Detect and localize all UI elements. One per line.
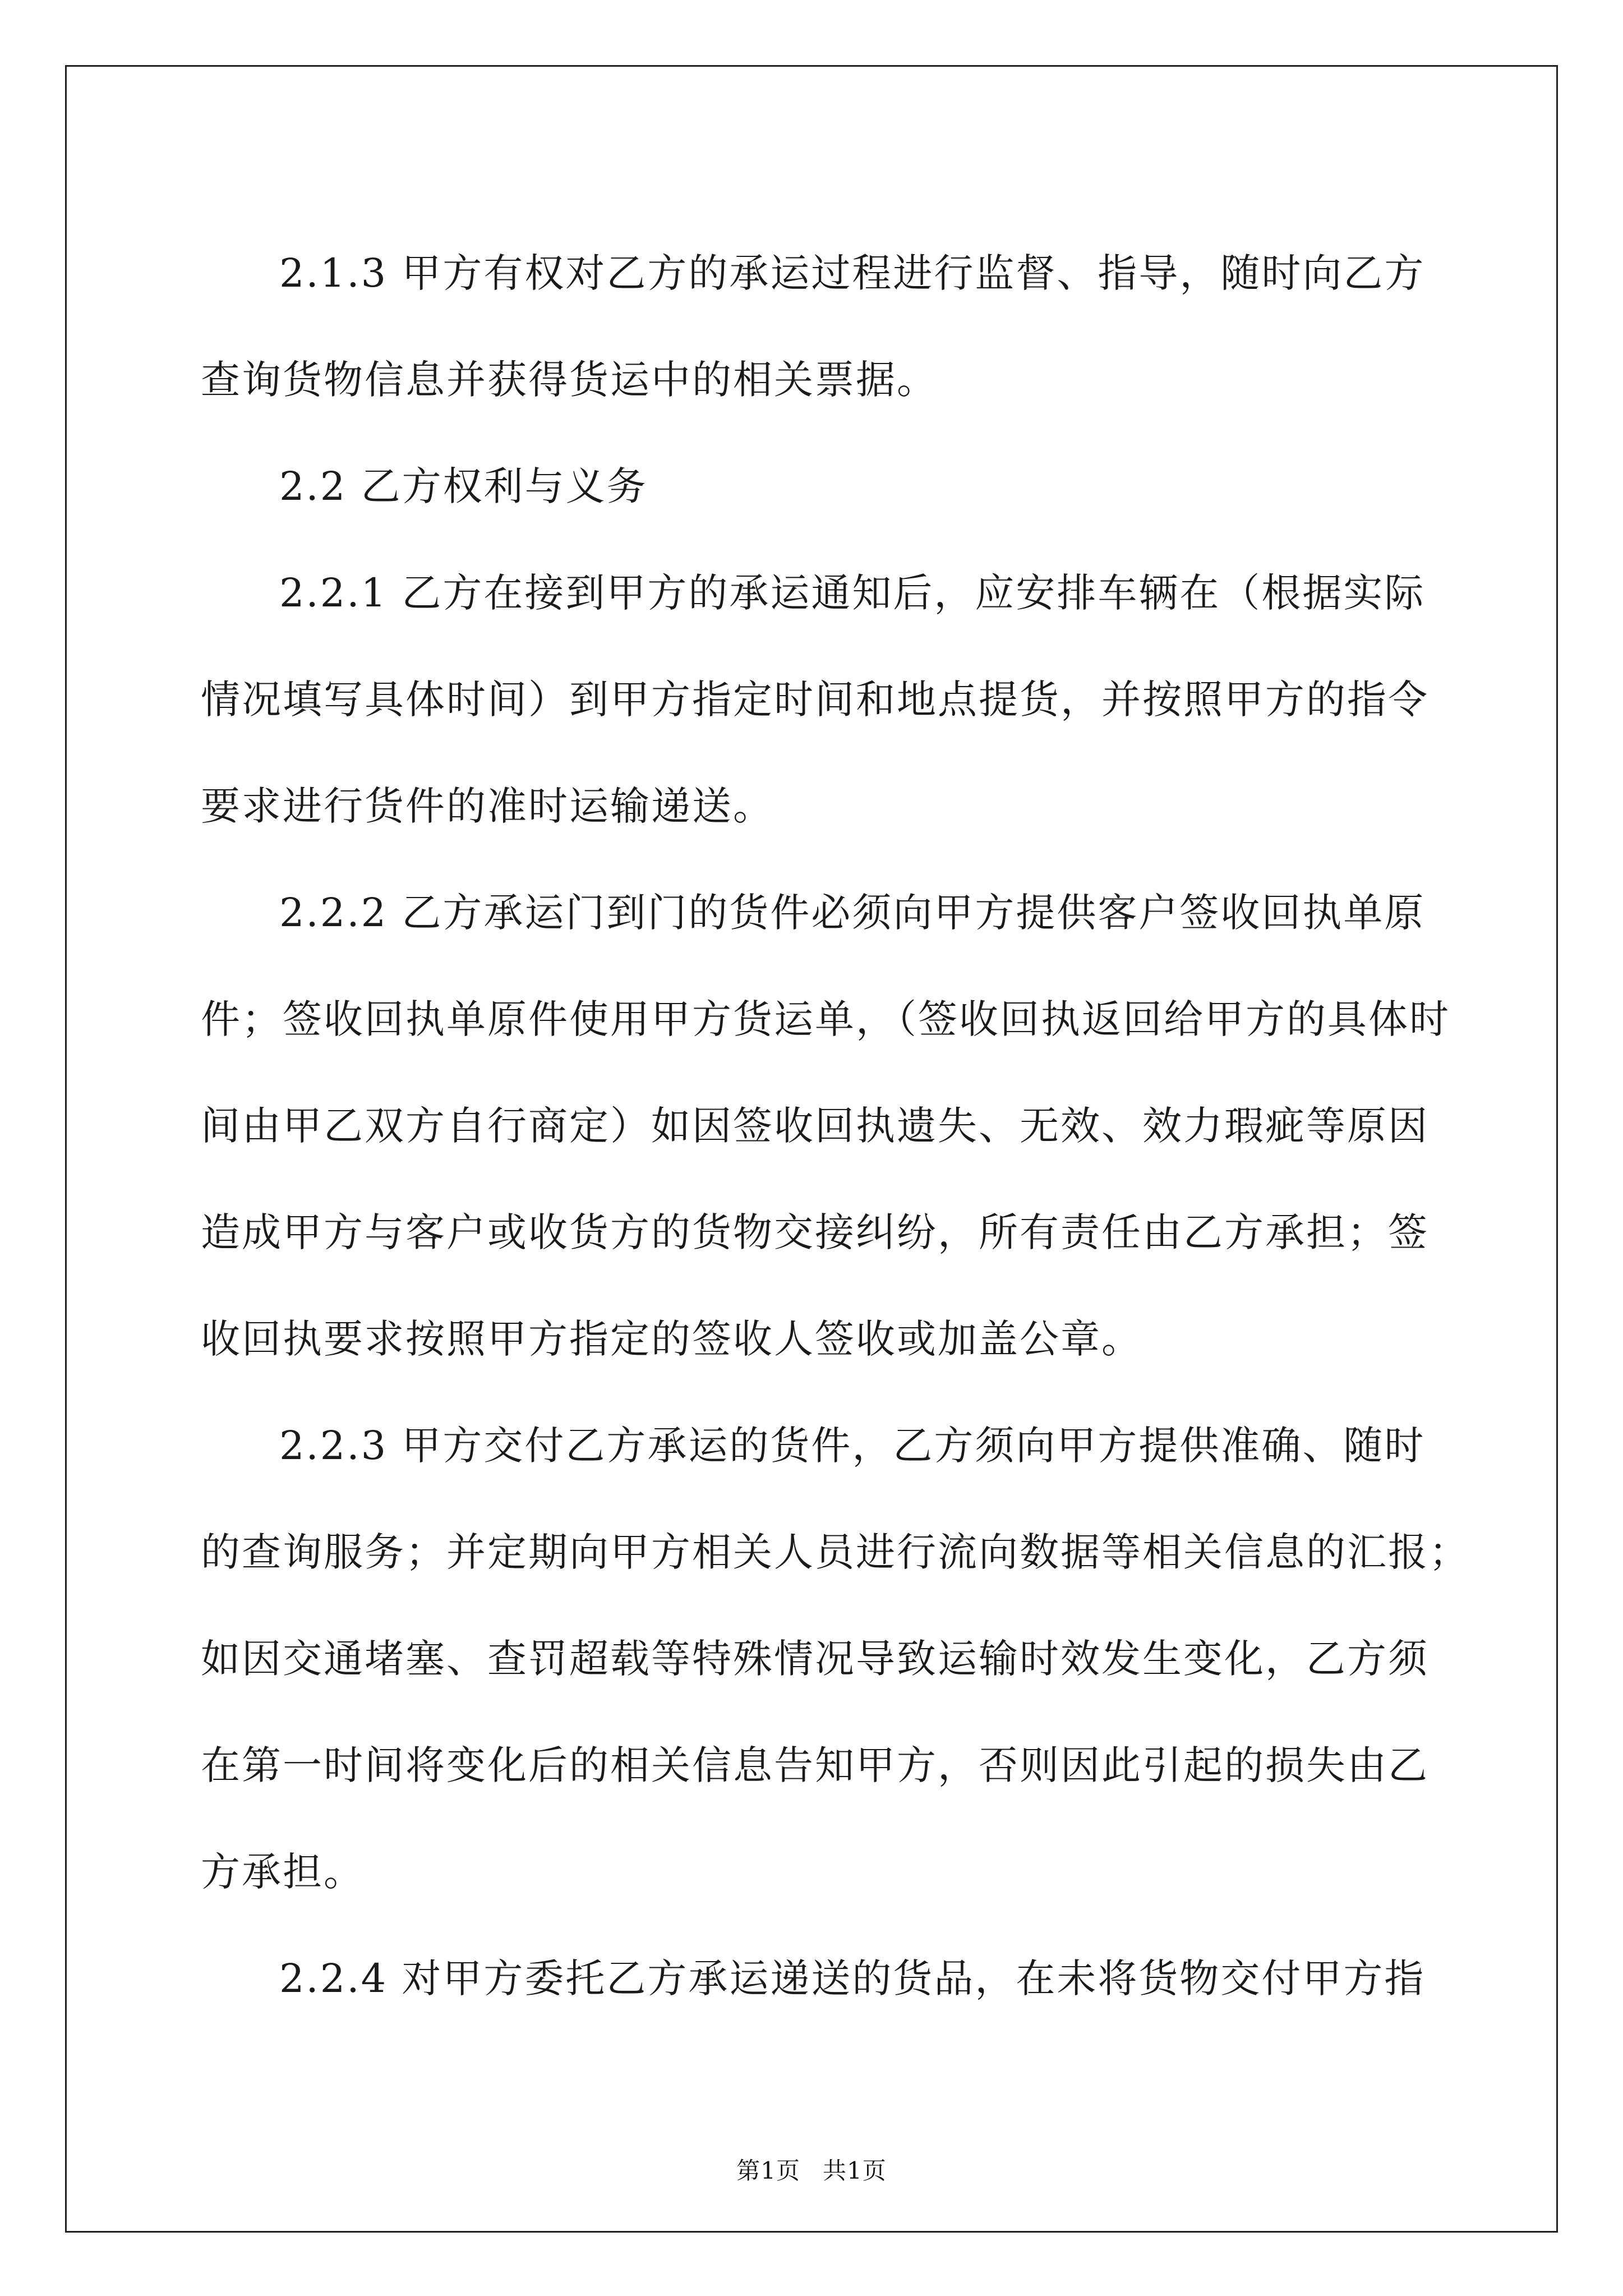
paragraph-line: 2.2.1 乙方在接到甲方的承运通知后，应安排车辆在（根据实际 [279,570,1426,616]
paragraph-line: 情况填写具体时间）到甲方指定时间和地点提货，并按照甲方的指令 [201,677,1429,723]
paragraph-2-2-2 [201,859,1457,1392]
paragraph-2-2-1 [201,540,1457,859]
paragraph-line: 件；签收回执单原件使用甲方货运单，（签收回执返回给甲方的具体时 [201,996,1450,1042]
paragraph-line: 的查询服务；并定期向甲方相关人员进行流向数据等相关信息的汇报； [201,1529,1470,1575]
section-heading-2-2 [201,433,1457,540]
paragraph-2-2-3 [201,1392,1470,1925]
paragraph-line: 造成甲方与客户或收货方的货物交接纠纷，所有责任由乙方承担；签 [201,1209,1429,1255]
paragraph-line: 方承担。 [201,1849,365,1895]
paragraph-line: 查询货物信息并获得货运中的相关票据。 [201,357,938,403]
page-number-total: 共1页 [823,2157,887,2184]
paragraph-line: 2.2.2 乙方承运门到门的货件必须向甲方提供客户签收回执单原 [279,890,1426,936]
paragraph-line: 要求进行货件的准时运输递送。 [201,783,774,829]
paragraph-line: 2.2.4 对甲方委托乙方承运递送的货品，在未将货物交付甲方指 [279,1955,1426,2001]
section-heading-text: 2.2 乙方权利与义务 [279,463,648,509]
paragraph-2-1-3 [201,220,1457,433]
paragraph-2-2-4 [201,1925,1457,2032]
paragraph-line: 2.1.3 甲方有权对乙方的承运过程进行监督、指导，随时向乙方 [279,250,1426,296]
paragraph-line: 2.2.3 甲方交付乙方承运的货件，乙方须向甲方提供准确、随时 [279,1423,1426,1469]
paragraph-line: 在第一时间将变化后的相关信息告知甲方，否则因此引起的损失由乙 [201,1742,1429,1788]
paragraph-line: 如因交通堵塞、查罚超载等特殊情况导致运输时效发生变化，乙方须 [201,1636,1429,1682]
page-number-current: 第1页 [736,2157,800,2184]
paragraph-line: 收回执要求按照甲方指定的签收人签收或加盖公章。 [201,1316,1142,1362]
document-body [201,220,1470,2032]
page-footer [0,2154,1623,2188]
paragraph-line: 间由甲乙双方自行商定）如因签收回执遗失、无效、效力瑕疵等原因 [201,1103,1429,1149]
